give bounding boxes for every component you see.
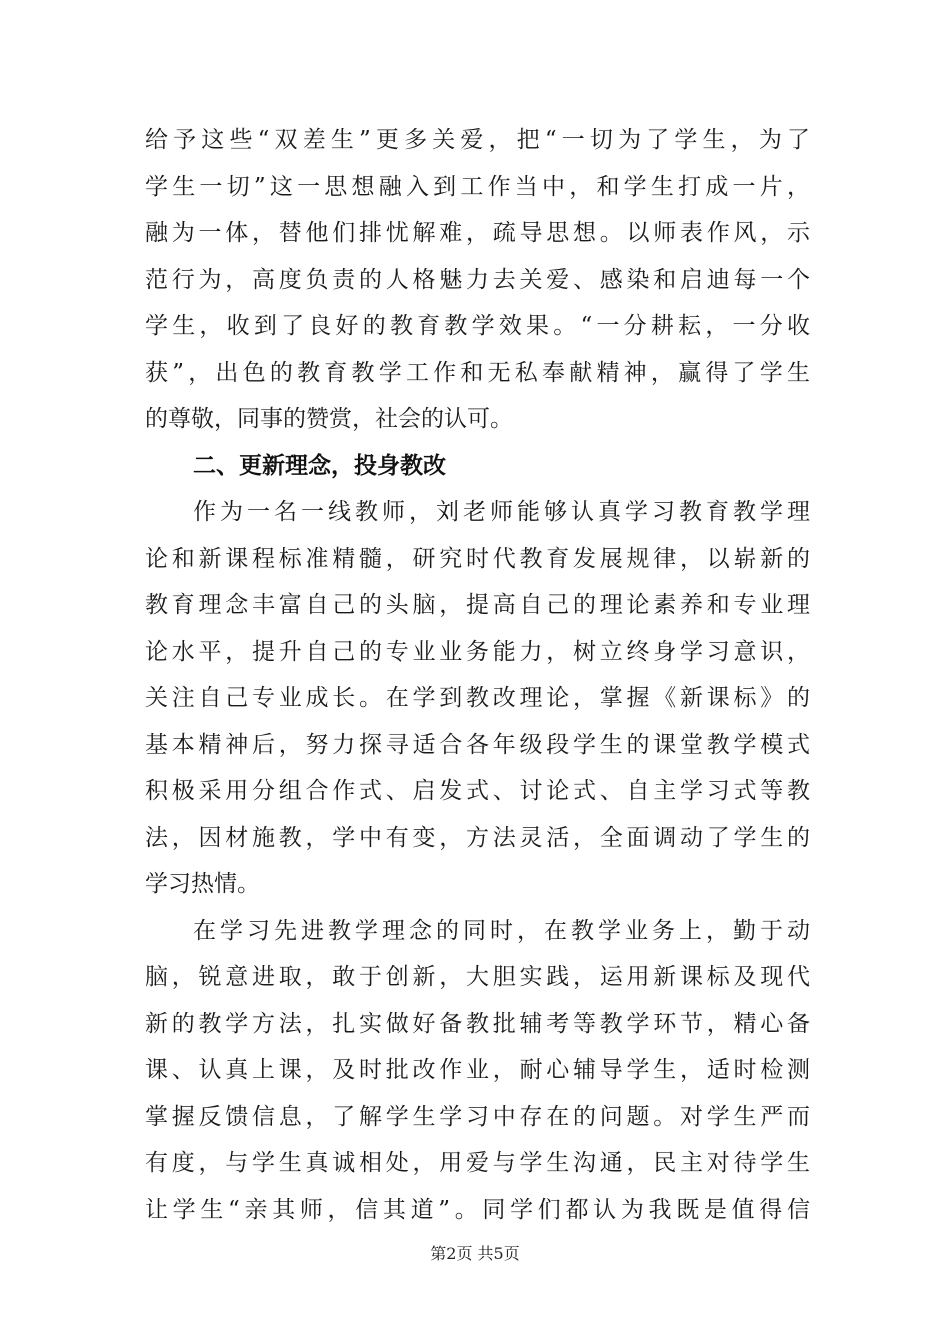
paragraph-line: 论水平，提升自己的专业业务能力，树立终身学习意识， [145,638,810,665]
paragraph-line: 的尊敬，同事的赞赏，社会的认可。 [145,406,513,432]
paragraph-line: 范行为，高度负责的人格魅力去关爱、感染和启迪每一个 [145,266,810,293]
paragraph-line: 脑，锐意进取，敢于创新，大胆实践，运用新课标及现代 [145,964,810,990]
paragraph-line: 新的教学方法，扎实做好备教批辅考等教学环节，精心备 [145,1010,810,1037]
paragraph-line: 让学生“亲其师，信其道”。同学们都认为我既是值得信 [145,1196,810,1223]
page-number-footer: 第2页 共5页 [430,1244,520,1263]
paragraph-line: 学习热情。 [145,871,260,897]
paragraph-line: 融为一体，替他们排忧解难，疏导思想。以师表作风，示 [145,220,810,246]
paragraph-line: 教育理念丰富自己的头脑，提高自己的理论素养和专业理 [145,592,810,618]
paragraph-line: 基本精神后，努力探寻适合各年级段学生的课堂教学模式 [145,731,810,758]
paragraph-line: 学生一切”这一思想融入到工作当中，和学生打成一片， [145,173,810,200]
paragraph-line: 法，因材施教，学中有变，方法灵活，全面调动了学生的 [145,824,810,851]
paragraph-line: 作为一名一线教师，刘老师能够认真学习教育教学理 [193,499,810,525]
paragraph-line: 积极采用分组合作式、启发式、讨论式、自主学习式等教 [145,778,810,804]
paragraph-line: 论和新课程标准精髓，研究时代教育发展规律，以崭新的 [145,545,810,572]
paragraph-line: 学生，收到了良好的教育教学效果。“一分耕耘，一分收 [145,313,810,339]
paragraph-2 [145,489,810,908]
paragraph-3 [145,908,810,1234]
section-heading: 二、更新理念，投身教改 [193,452,446,479]
paragraph-line: 获”，出色的教育教学工作和无私奉献精神，赢得了学生 [145,359,810,386]
paragraph-1 [145,117,810,443]
paragraph-line: 在学习先进教学理念的同时，在教学业务上，勤于动 [193,917,810,944]
paragraph-line: 有度，与学生真诚相处，用爱与学生沟通，民主对待学生 [145,1150,810,1176]
paragraph-line: 给予这些“双差生”更多关爱，把“一切为了学生，为了 [145,127,810,153]
paragraph-line: 课、认真上课，及时批改作业，耐心辅导学生，适时检测 [145,1057,810,1083]
paragraph-line: 掌握反馈信息，了解学生学习中存在的问题。对学生严而 [145,1103,810,1130]
document-body [145,117,810,1233]
paragraph-line: 关注自己专业成长。在学到教改理论，掌握《新课标》的 [145,685,810,711]
